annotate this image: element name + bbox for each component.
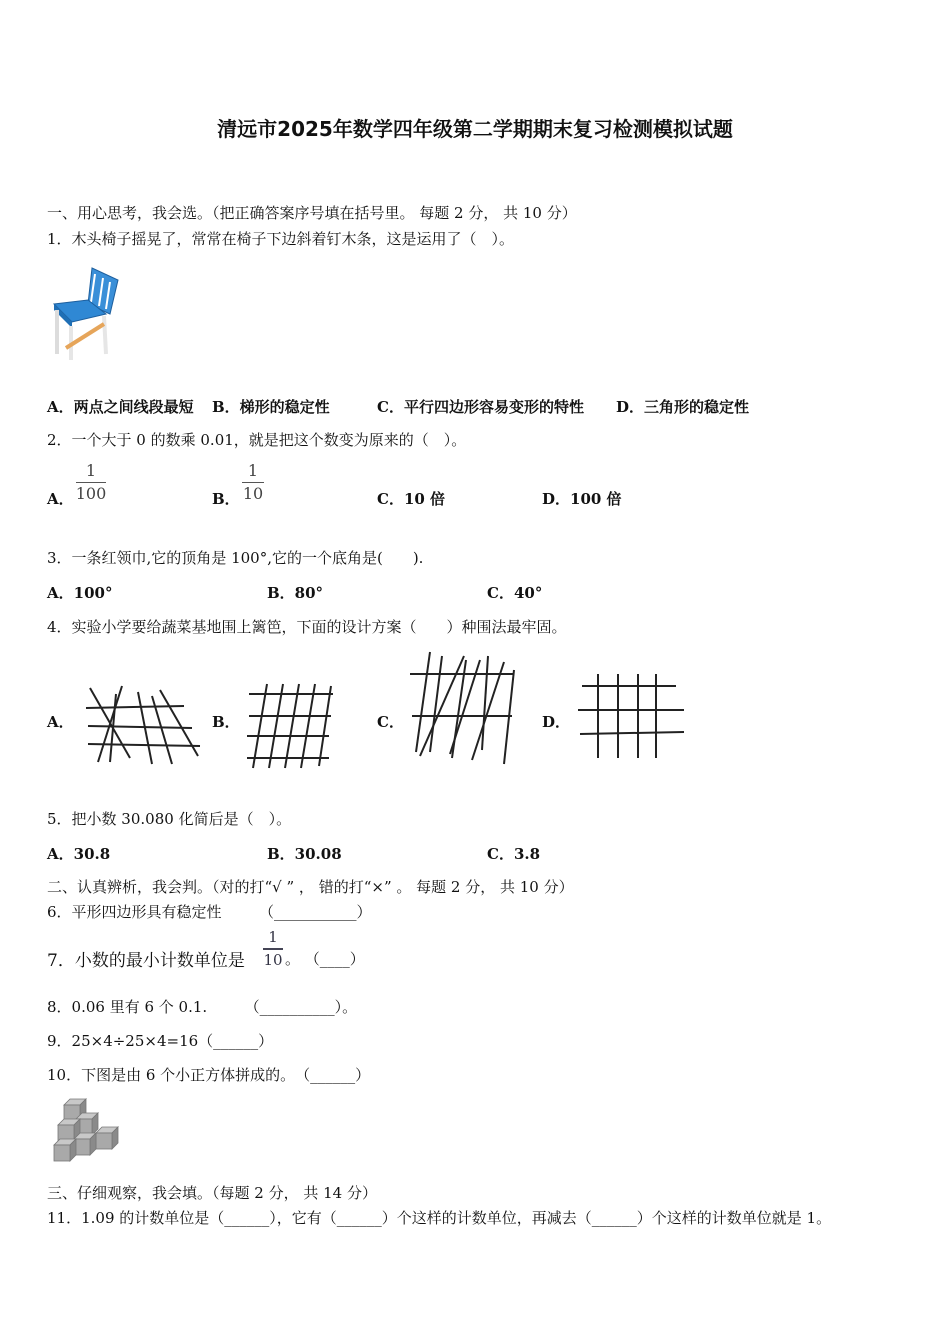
fraction-numerator: 1: [247, 461, 259, 480]
question-4: 4．实验小学要给蔬菜基地围上篱笆，下面的设计方案（ ）种围法最牢固。: [47, 618, 567, 636]
question-5: 5．把小数 30.080 化简后是（ ）。: [47, 810, 292, 828]
fence-diagram-d: [578, 672, 688, 767]
q2-option-a-label: A．: [47, 490, 74, 508]
page-title: 清远市2025年数学四年级第二学期期末复习检测模拟试题: [217, 117, 733, 141]
q5-option-a: A．30.8: [47, 845, 111, 863]
question-10: 10．下图是由 6 个小正方体拼成的。 （______）: [47, 1066, 371, 1084]
question-6: 6．平形四边形具有稳定性 （___________）: [47, 903, 372, 921]
q4-option-a-label: A．: [47, 713, 74, 731]
question-7-tail: 。 （____）: [285, 950, 365, 968]
q2-option-b-fraction: [240, 463, 266, 502]
fraction-numerator: 1: [268, 928, 278, 946]
q1-option-a: A．两点之间线段最短: [47, 398, 194, 416]
fraction-denominator: 100: [75, 484, 107, 503]
fraction-numerator: 1: [85, 461, 97, 480]
q3-option-b: B．80°: [267, 584, 324, 602]
section-1-heading: 一、用心思考，我会选。（把正确答案序号填在括号里。 每题 2 分， 共 10 分）: [47, 204, 577, 222]
q1-option-c: C．平行四边形容易变形的特性: [377, 398, 584, 416]
q3-option-c: C．40°: [487, 584, 543, 602]
q4-option-b-label: B．: [212, 713, 240, 731]
fence-diagram-c: [408, 652, 523, 767]
q2-option-d: D．100 倍: [542, 490, 622, 508]
fraction-denominator: 10: [263, 951, 283, 969]
question-9: 9．25×4÷25×4=16（______）: [47, 1032, 274, 1050]
question-11: 11．1.09 的计数单位是（______），它有（______）个这样的计数单位，再减去（______）个这样的计数单位就是 1。: [47, 1209, 832, 1227]
section-3-heading: 三、仔细观察，我会填。（每题 2 分， 共 14 分）: [47, 1184, 377, 1202]
fence-diagram-a: [80, 682, 205, 767]
chair-image: [48, 262, 128, 362]
section-2-heading: 二、认真辨析，我会判。（对的打“√ ” ， 错的打“×” 。 每题 2 分， 共 10 分）: [47, 878, 574, 896]
question-7: 7．小数的最小计数单位是: [47, 951, 245, 971]
cubes-image: [52, 1097, 120, 1163]
q1-option-d: D．三角形的稳定性: [616, 398, 750, 416]
q5-option-c: C．3.8: [487, 845, 541, 863]
question-2: 2．一个大于 0 的数乘 0.01，就是把这个数变为原来的（ ）。: [47, 431, 467, 449]
q2-option-b-label: B．: [212, 490, 240, 508]
question-8: 8．0.06 里有 6 个 0.1. （__________）。: [47, 998, 358, 1016]
q4-option-d-label: D．: [542, 713, 571, 731]
q5-option-b: B．30.08: [267, 845, 342, 863]
fence-diagram-b: [245, 682, 340, 772]
q1-option-b: B．梯形的稳定性: [212, 398, 330, 416]
question-1: 1．木头椅子摇晃了，常常在椅子下边斜着钉木条，这是运用了（ ）。: [47, 230, 515, 248]
question-3: 3．一条红领巾,它的顶角是 100°,它的一个底角是( ).: [47, 549, 424, 567]
q4-option-c-label: C．: [377, 713, 404, 731]
q7-fraction: [262, 930, 284, 968]
fraction-denominator: 10: [242, 484, 264, 503]
q3-option-a: A．100°: [47, 584, 113, 602]
q2-option-c: C．10 倍: [377, 490, 446, 508]
q2-option-a-fraction: [74, 463, 108, 502]
